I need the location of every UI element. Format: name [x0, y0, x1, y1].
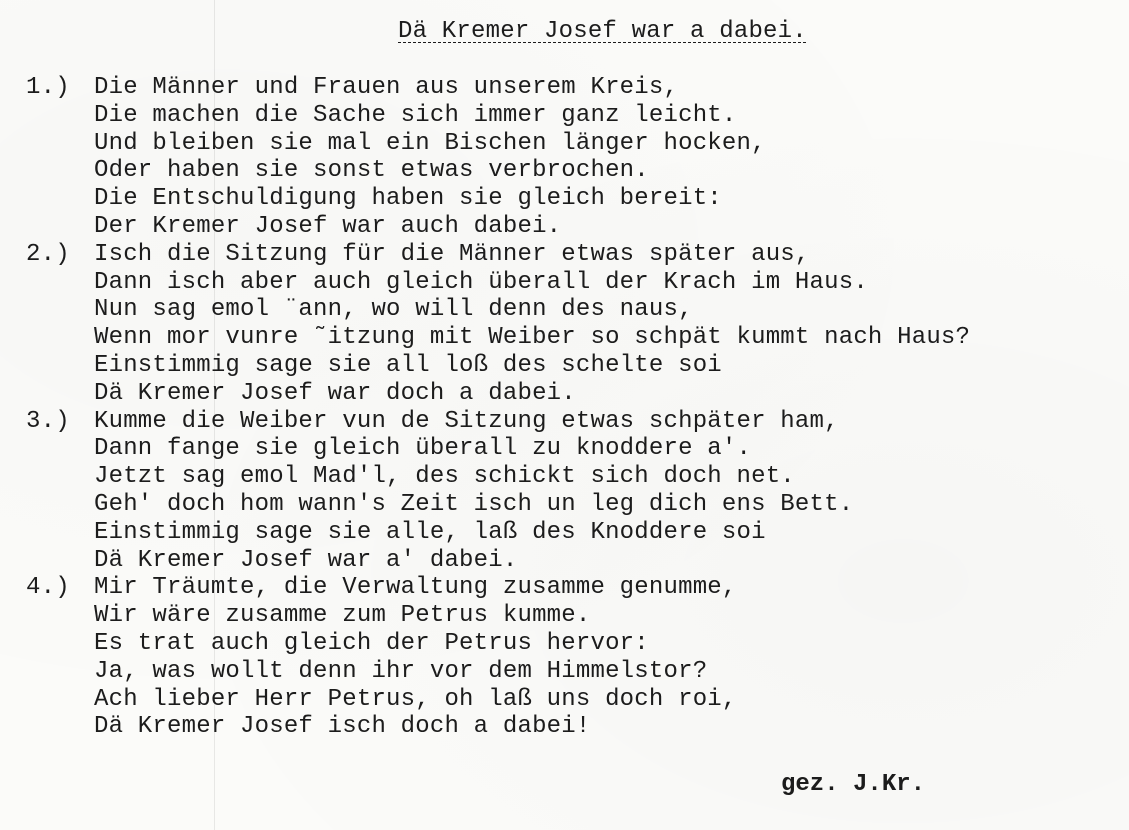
verse-line — [26, 463, 970, 491]
verse-line — [26, 130, 970, 158]
verse-text: Kumme die Weiber vun de Sitzung etwas schpäter ham, — [94, 407, 839, 435]
verse-line — [26, 241, 970, 269]
verse-text: Wir wäre zusamme zum Petrus kumme. — [94, 602, 591, 630]
verse-line — [26, 352, 970, 380]
verse-text: Der Kremer Josef war auch dabei. — [94, 212, 562, 240]
verse-line — [26, 686, 970, 714]
verse-line — [26, 547, 970, 575]
verse-text: Und bleiben sie mal ein Bischen länger hocken, — [94, 129, 766, 157]
verse-line — [26, 435, 970, 463]
verse-line — [26, 102, 970, 130]
verse-line — [26, 630, 970, 658]
verse-text: Mir Träumte, die Verwaltung zusamme genumme, — [94, 574, 737, 602]
signature: gez. J.Kr. — [781, 771, 926, 798]
verse-text: Wenn mor vunre ˜itzung mit Weiber so schpät kummt nach Haus? — [94, 324, 971, 352]
verse-text: Isch die Sitzung für die Männer etwas später aus, — [94, 240, 810, 268]
verse-text: Dä Kremer Josef war doch a dabei. — [94, 379, 576, 407]
verse-text: Es trat auch gleich der Petrus hervor: — [94, 629, 649, 657]
verse-text: Die Entschuldigung haben sie gleich bereit: — [94, 185, 722, 213]
verse-text: Dä Kremer Josef isch doch a dabei! — [94, 713, 591, 741]
verse-number: 3.) — [26, 407, 70, 435]
verse-text: Die machen die Sache sich immer ganz leicht. — [94, 101, 737, 129]
poem-title: Dä Kremer Josef war a dabei. — [398, 18, 807, 45]
verse-number: 1.) — [26, 74, 70, 101]
verse-text: Ja, was wollt denn ihr vor dem Himmelstor? — [94, 657, 708, 685]
verse-line — [26, 269, 970, 297]
poem-verses — [26, 74, 970, 741]
verse-number: 4.) — [26, 574, 70, 602]
verse-line — [26, 213, 970, 241]
verse-line — [26, 602, 970, 630]
verse-text: Dann fange sie gleich überall zu knoddere a'. — [94, 435, 752, 463]
verse-line — [26, 658, 970, 686]
verse-line — [26, 324, 970, 352]
verse-line — [26, 185, 970, 213]
verse-text: Dann isch aber auch gleich überall der Krach im Haus. — [94, 268, 868, 296]
verse-text: Geh' doch hom wann's Zeit isch un leg dich ens Bett. — [94, 490, 854, 518]
verse-text: Einstimmig sage sie all loß des schelte soi — [94, 351, 722, 379]
verse-text: Oder haben sie sonst etwas verbrochen. — [94, 157, 649, 185]
verse-line — [26, 74, 970, 102]
verse-line — [26, 713, 970, 741]
verse-text: Nun sag emol ¨ann, wo will denn des naus, — [94, 296, 693, 324]
verse-line — [26, 296, 970, 324]
verse-text: Einstimmig sage sie alle, laß des Knoddere soi — [94, 518, 766, 546]
verse-line — [26, 491, 970, 519]
verse-line — [26, 380, 970, 408]
verse-line — [26, 574, 970, 602]
verse-text: Jetzt sag emol Mad'l, des schickt sich doch net. — [94, 463, 795, 491]
verse-line — [26, 157, 970, 185]
verse-text: Die Männer und Frauen aus unserem Kreis, — [94, 74, 679, 101]
verse-line — [26, 519, 970, 547]
verse-text: Ach lieber Herr Petrus, oh laß uns doch roi, — [94, 685, 737, 713]
verse-text: Dä Kremer Josef war a' dabei. — [94, 546, 518, 574]
verse-line — [26, 408, 970, 436]
verse-number: 2.) — [26, 240, 70, 268]
